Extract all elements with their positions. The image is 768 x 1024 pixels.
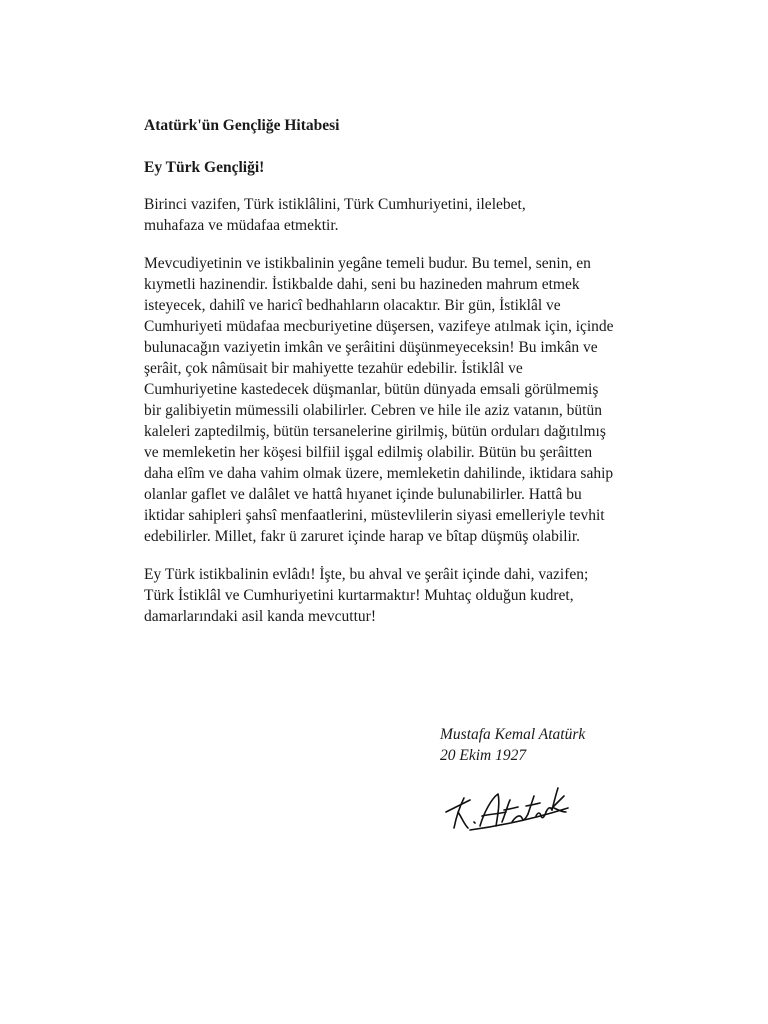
paragraph-2: Mevcudiyetinin ve istikbalinin yegâne temeli budur. Bu temel, senin, en kıymetli hazinendir. İstikbalde dahi, seni bu hazineden mahrum etmek isteyecek, dahilî ve haricî bedhahların olacaktır. Bir gün, İstiklâl ve Cumhuriyeti müdafaa mecburiyetine düşersen, vazifeye atılmak için, içinde bulunacağın vaziyetin imkân ve şerâitini düşünmeyeceksin! Bu imkân ve şerâit, çok nâmüsait bir mahiyette tezahür edebilir. İstiklâl ve Cumhuriyetine kastedecek düşmanlar, bütün dünyada emsali görülmemiş bir galibiyetin mümessili olabilirler. Cebren ve hile ile aziz vatanın, bütün kaleleri zaptedilmiş, bütün tersanelerine girilmiş, bütün orduları dağıtılmış ve memleketin her köşesi bilfiil işgal edilmiş olabilir. Bütün bu şerâitten daha elîm ve daha vahim olmak üzere, memleketin dahilinde, iktidara sahip olanlar gaflet ve dalâlet ve hattâ hıyanet içinde bulunabilirler. Hattâ bu iktidar sahipleri şahsî menfaatlerini, müstevlilerin siyasi emelleriyle tevhit edebilirler. Millet, fakr ü zaruret içinde harap ve bîtap düşmüş olabilir. [144,255,614,545]
paragraph-3: Ey Türk istikbalinin evlâdı! İşte, bu ahval ve şerâit içinde dahi, vazifen; Türk İstiklâl ve Cumhuriyetini kurtarmaktır! Muhtaç olduğun kudret, damarlarındaki asil kanda mevcuttur! [144,566,589,625]
document-page [144,116,624,644]
paragraph-1: Birinci vazifen, Türk istiklâlini, Türk Cumhuriyetini, ilelebet, muhafaza ve müdafaa etmektir. [144,196,526,234]
author-name: Mustafa Kemal Atatürk [440,726,586,743]
signature-block [440,724,585,766]
document-date: 20 Ekim 1927 [440,747,527,764]
handwritten-signature-icon [440,782,572,834]
greeting-heading: Ey Türk Gençliği! [144,159,265,176]
document-title: Atatürk'ün Gençliğe Hitabesi [144,117,340,134]
